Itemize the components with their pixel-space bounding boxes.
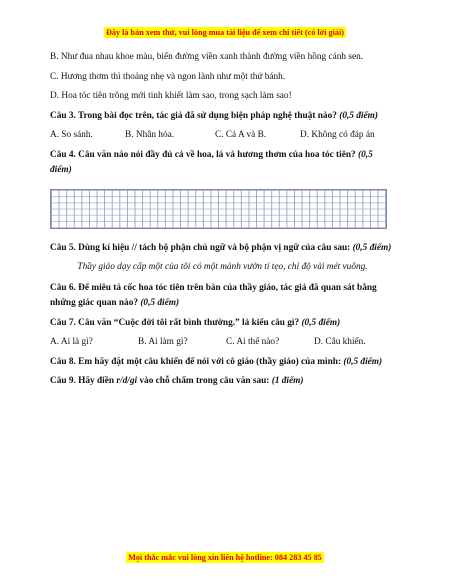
question-3-text: Câu 3. Trong bài đọc trên, tác giả đã sử dụng biện pháp nghệ thuật nào? xyxy=(50,110,337,121)
document-body xyxy=(50,50,395,394)
option-d: D. Hoa tóc tiên trông mới tinh khiết làm sao, trong sạch làm sao! xyxy=(50,91,292,101)
q7-option-b: B. Ai làm gì? xyxy=(138,337,188,347)
q7-option-d: D. Câu khiến. xyxy=(314,337,366,347)
question-5-text: Câu 5. Dùng kí hiệu // tách bộ phận chủ ngữ và bộ phận vị ngữ của câu sau: xyxy=(50,242,351,253)
question-4-points: (0,5 điểm) xyxy=(50,149,373,175)
question-7-text: Câu 7. Câu văn “Cuộc đời tôi rất bình thường.” là kiểu câu gì? xyxy=(50,317,300,328)
question-3-points: (0,5 điểm) xyxy=(339,110,378,121)
question-3-options xyxy=(50,128,395,144)
question-7 xyxy=(50,316,395,332)
hotline-footer xyxy=(0,547,450,565)
question-6-points: (0,5 điểm) xyxy=(140,298,180,308)
question-7-points: (0,5 điểm) xyxy=(301,317,341,328)
preview-banner xyxy=(0,22,450,40)
answer-grid[interactable] xyxy=(50,189,387,229)
question-9-points: (1 điểm) xyxy=(271,376,304,386)
q3-option-b: B. Nhân hóa. xyxy=(125,130,175,140)
hotline-text: Mọi thắc mắc vui lòng xin liên hệ hotline: 084 283 45 85 xyxy=(128,553,322,562)
question-4 xyxy=(50,148,395,179)
question-5-example: Thầy giáo dạy cấp một của tôi có một mảnh vườn tí tẹo, chỉ độ vài mét vuông. xyxy=(77,262,368,272)
question-3 xyxy=(50,109,395,125)
question-6-text: Câu 6. Để miêu tả cốc hoa tóc tiên trên bàn của thầy giáo, tác giả đã quan sát bằng những giác quan nào? xyxy=(50,282,377,308)
question-5 xyxy=(50,241,395,257)
option-b: B. Như đua nhau khoe màu, biến đường viền xanh thành đường viền hồng cánh sen. xyxy=(50,52,364,62)
question-5-points: (0,5 điểm) xyxy=(352,242,392,253)
q3-option-a: A. So sánh. xyxy=(50,130,93,140)
q7-option-a: A. Ai là gì? xyxy=(50,337,93,347)
question-8 xyxy=(50,355,395,371)
q3-option-d: D. Không có đáp án xyxy=(300,130,375,140)
preview-banner-text: Đây là bản xem thử, vui lòng mua tài liệu để xem chi tiết (có lời giải) xyxy=(105,28,344,37)
question-9 xyxy=(50,374,395,390)
question-8-text: Câu 8. Em hãy đặt một câu khiến để nói với cô giáo (thầy giáo) của mình: xyxy=(50,356,342,367)
question-4-text: Câu 4. Câu văn nào nói đầy đủ cả về hoa, lá và hương thơm của hoa tóc tiên? xyxy=(50,149,356,160)
question-9-text-a: Câu 9. Hãy điền xyxy=(50,376,115,386)
q3-option-c: C. Cả A và B. xyxy=(215,130,267,140)
question-9-letters: r/d/gi xyxy=(116,376,138,386)
question-8-points: (0,5 điểm) xyxy=(343,356,383,367)
option-c: C. Hương thơm thì thoảng nhẹ và ngon lành như một thứ bánh. xyxy=(50,71,286,82)
question-6 xyxy=(50,281,395,312)
question-7-options xyxy=(50,335,395,351)
q7-option-c: C. Ai thế nào? xyxy=(226,337,280,347)
question-9-text-b: vào chỗ chấm trong câu văn sau: xyxy=(139,376,270,386)
